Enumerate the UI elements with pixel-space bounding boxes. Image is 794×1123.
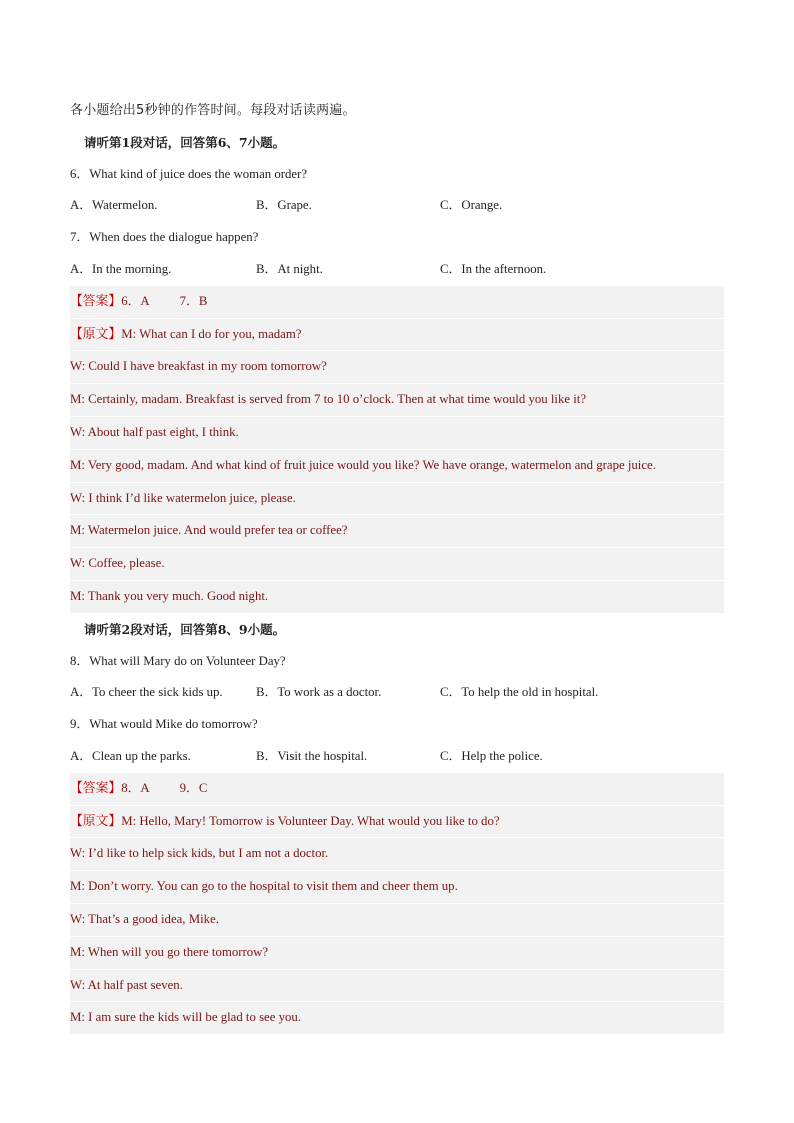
answer-key-2 [70, 773, 724, 806]
transcript-line: W: I’d like to help sick kids, but I am not a doctor. [70, 838, 724, 871]
transcript-line [70, 319, 724, 352]
answer-item: 6．A [121, 293, 150, 308]
transcript-text: M: Hello, Mary! Tomorrow is Volunteer Day. What would you like to do? [121, 813, 500, 828]
question-6-options [70, 190, 724, 222]
section-1-heading: 请听第1段对话，回答第6、7小题。 [84, 134, 286, 150]
answer-label: 【答案】 [70, 780, 122, 795]
transcript-line: W: Could I have breakfast in my room tomorrow? [70, 351, 724, 384]
option-b: B．Grape. [256, 198, 312, 213]
intro-text: 各小题给出5秒钟的作答时间。每段对话读两遍。 [70, 103, 356, 118]
option-a: A．To cheer the sick kids up. [70, 685, 223, 700]
section-2-heading: 请听第2段对话，回答第8、9小题。 [84, 621, 286, 637]
transcript-line: W: Coffee, please. [70, 548, 724, 581]
option-a: A．Watermelon. [70, 198, 158, 213]
question-number: 8． [70, 653, 90, 668]
question-9-options [70, 741, 724, 773]
transcript-label: 【原文】 [70, 326, 122, 341]
transcript-line: M: Certainly, madam. Breakfast is served from 7 to 10 o’clock. Then at what time would you like it? [70, 384, 724, 417]
option-b: B．At night. [256, 261, 323, 276]
transcript-line: M: Don’t worry. You can go to the hospital to visit them and cheer them up. [70, 871, 724, 904]
document-page [70, 95, 724, 1035]
question-text: What kind of juice does the woman order? [89, 166, 308, 181]
option-b: B．To work as a doctor. [256, 685, 382, 700]
option-a: A．Clean up the parks. [70, 748, 191, 763]
question-number: 7． [70, 230, 90, 245]
transcript-text: M: What can I do for you, madam? [121, 326, 302, 341]
answer-item: 8．A [121, 780, 150, 795]
question-text: What will Mary do on Volunteer Day? [89, 653, 286, 668]
option-c: C．In the afternoon. [440, 261, 547, 276]
transcript-line: M: I am sure the kids will be glad to see you. [70, 1002, 724, 1035]
question-8-options [70, 677, 724, 709]
option-c: C．To help the old in hospital. [440, 685, 599, 700]
question-9 [70, 709, 724, 741]
transcript-line: M: Very good, madam. And what kind of fruit juice would you like? We have orange, watermelon and grape juice. [70, 450, 724, 483]
question-7-options [70, 254, 724, 286]
transcript-line [70, 806, 724, 839]
option-c: C．Help the police. [440, 748, 543, 763]
question-text: What would Mike do tomorrow? [89, 717, 258, 732]
transcript-line: W: That’s a good idea, Mike. [70, 904, 724, 937]
transcript-line: W: At half past seven. [70, 970, 724, 1003]
transcript-line: M: Watermelon juice. And would prefer tea or coffee? [70, 515, 724, 548]
question-number: 6． [70, 166, 90, 181]
answer-label: 【答案】 [70, 293, 122, 308]
option-a: A．In the morning. [70, 261, 172, 276]
question-text: When does the dialogue happen? [89, 230, 259, 245]
question-number: 9． [70, 717, 90, 732]
question-6 [70, 159, 724, 191]
transcript-line: M: When will you go there tomorrow? [70, 937, 724, 970]
answer-item: 7．B [179, 293, 208, 308]
question-7 [70, 222, 724, 254]
option-c: C．Orange. [440, 198, 503, 213]
question-8 [70, 646, 724, 678]
transcript-line: M: Thank you very much. Good night. [70, 581, 724, 614]
transcript-line: W: About half past eight, I think. [70, 417, 724, 450]
answer-key-1 [70, 286, 724, 319]
option-b: B．Visit the hospital. [256, 748, 368, 763]
transcript-line: W: I think I’d like watermelon juice, please. [70, 483, 724, 516]
transcript-label: 【原文】 [70, 813, 122, 828]
answer-item: 9．C [179, 780, 208, 795]
